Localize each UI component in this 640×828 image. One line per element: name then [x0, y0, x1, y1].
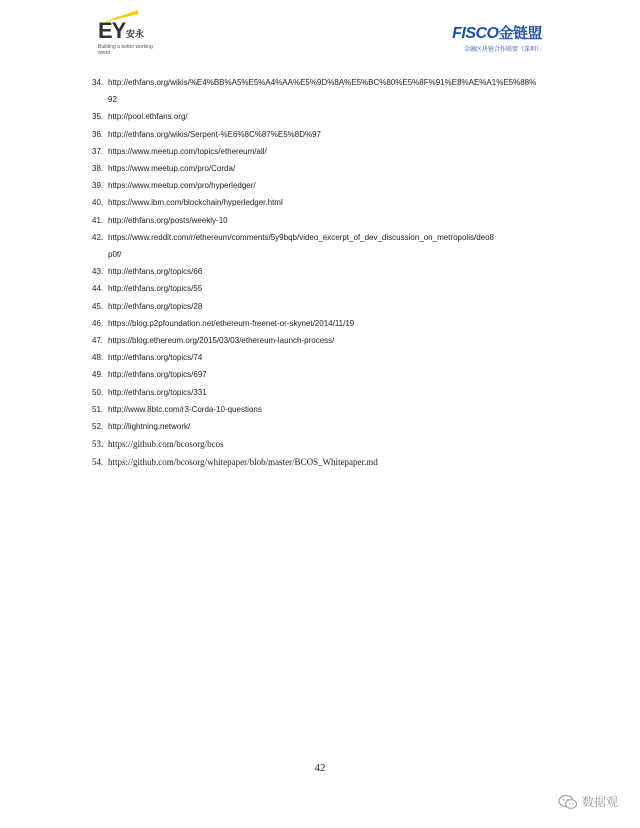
reference-item [92, 143, 562, 160]
reference-number: 45. [92, 301, 104, 311]
reference-item [92, 263, 562, 280]
reference-number: 52. [92, 422, 104, 432]
reference-number: 35. [92, 112, 104, 122]
reference-number: 34. [92, 78, 104, 87]
reference-url: https://github.com/bcosorg/whitepaper/blob/master/BCOS_Whitepaper.md [108, 457, 378, 468]
reference-item [92, 212, 562, 229]
reference-line [92, 143, 562, 160]
fisco-chinese: 金链盟 [498, 25, 542, 42]
reference-item [92, 435, 562, 453]
ey-logo [98, 10, 158, 60]
reference-url: http://ethfans.org/topics/74 [108, 353, 203, 363]
reference-line-continued [92, 246, 562, 263]
reference-url: http://ethfans.org/topics/66 [108, 267, 203, 277]
reference-number: 41. [92, 215, 104, 225]
reference-number: 39. [92, 181, 104, 191]
watermark [558, 793, 618, 810]
reference-line [92, 332, 562, 349]
reference-number: 54. [92, 457, 104, 468]
reference-line [92, 418, 562, 435]
reference-line [92, 349, 562, 366]
reference-number: 36. [92, 129, 104, 139]
reference-line [92, 160, 562, 177]
reference-item [92, 384, 562, 401]
reference-line [92, 126, 562, 143]
reference-url: https://www.meetup.com/topics/ethereum/all/ [108, 146, 267, 156]
reference-item [92, 418, 562, 435]
reference-number: 49. [92, 370, 104, 380]
reference-line [92, 280, 562, 297]
reference-item [92, 280, 562, 297]
reference-number: 44. [92, 284, 104, 294]
reference-item [92, 177, 562, 194]
reference-url: https://www.ibm.com/blockchain/hyperledger.html [108, 198, 283, 208]
reference-number: 46. [92, 318, 104, 328]
fisco-wordmark [430, 22, 542, 43]
reference-number: 53. [92, 439, 104, 450]
reference-url: http://ethfans.org/topics/331 [108, 387, 207, 397]
reference-item [92, 298, 562, 315]
reference-url: https://blog.p2pfoundation.net/ethereum-freenet-or-skynet/2014/11/19 [108, 318, 355, 328]
reference-url: p0f/ [108, 250, 122, 260]
reference-url: http://ethfans.org/topics/28 [108, 301, 203, 311]
reference-number: 40. [92, 198, 104, 208]
reference-number: 38. [92, 164, 104, 174]
reference-item [92, 401, 562, 418]
reference-number: 42. [92, 232, 104, 242]
ey-tagline: Building a better working world [98, 44, 153, 56]
reference-url: http://lightning.network/ [108, 422, 191, 432]
reference-url: https://www.meetup.com/pro/Corda/ [108, 164, 236, 174]
reference-line [92, 194, 562, 211]
reference-url: http://ethfans.org/wikis/Serpent-%E6%8C%87%E5%8D%97 [108, 129, 321, 139]
fisco-brand: FISCO [452, 25, 499, 42]
reference-line [92, 384, 562, 401]
reference-line [92, 366, 562, 383]
reference-url: http://ethfans.org/topics/55 [108, 284, 203, 294]
reference-item [92, 126, 562, 143]
reference-line [92, 212, 562, 229]
reference-number: 47. [92, 336, 104, 346]
reference-item [92, 160, 562, 177]
reference-url: https://github.com/bcosorg/bcos [108, 439, 224, 450]
reference-number: 50. [92, 387, 104, 397]
reference-item [92, 194, 562, 211]
reference-url: http://ethfans.org/topics/697 [108, 370, 207, 380]
reference-item [92, 366, 562, 383]
reference-item [92, 332, 562, 349]
reference-url: http://pool.ethfans.org/ [108, 112, 188, 122]
reference-line [92, 74, 562, 91]
wechat-icon [558, 794, 578, 810]
fisco-subtitle: 金融区块链合作联盟（深圳） [463, 47, 542, 53]
reference-number: 48. [92, 353, 104, 363]
reference-url: https://www.meetup.com/pro/hyperledger/ [108, 181, 256, 191]
reference-list [92, 74, 562, 471]
reference-item [92, 108, 562, 125]
reference-item [92, 453, 562, 471]
reference-line-continued [92, 91, 562, 108]
reference-url: http://ethfans.org/wikis/%E4%BB%A5%E5%A4%AA%E5%9D%8A%E5%BC%80%E5%8F%91%E8%AE%A1%E5%88% [108, 78, 537, 87]
watermark-text: 数据观 [581, 795, 618, 809]
reference-number: 51. [92, 404, 104, 414]
reference-item [92, 349, 562, 366]
reference-line [92, 263, 562, 280]
reference-line [92, 435, 562, 453]
reference-number: 37. [92, 146, 104, 156]
reference-line [92, 298, 562, 315]
reference-url: 92 [108, 95, 117, 105]
reference-number: 43. [92, 267, 104, 277]
reference-line [92, 315, 562, 332]
reference-line [92, 401, 562, 418]
fisco-logo [430, 22, 542, 52]
reference-item [92, 74, 562, 108]
reference-line [92, 177, 562, 194]
reference-url: http://www.8btc.com/r3-Corda-10-questions [108, 404, 262, 414]
reference-item [92, 315, 562, 332]
reference-item [92, 229, 562, 263]
reference-line [92, 453, 562, 471]
reference-url: https://blog.ethereum.org/2015/03/03/ethereum-launch-process/ [108, 336, 335, 346]
page-number: 42 [314, 762, 326, 774]
ey-chinese-name: 安永 [126, 29, 145, 39]
reference-url: https://www.reddit.com/r/ethereum/comments/5y9bqb/video_excerpt_of_dev_discussion_on_metropolis/deo8 [108, 232, 494, 242]
reference-line [92, 229, 562, 246]
ey-logo-text: EY [98, 18, 126, 43]
reference-line [92, 108, 562, 125]
reference-url: http://ethfans.org/posts/weekly-10 [108, 215, 228, 225]
